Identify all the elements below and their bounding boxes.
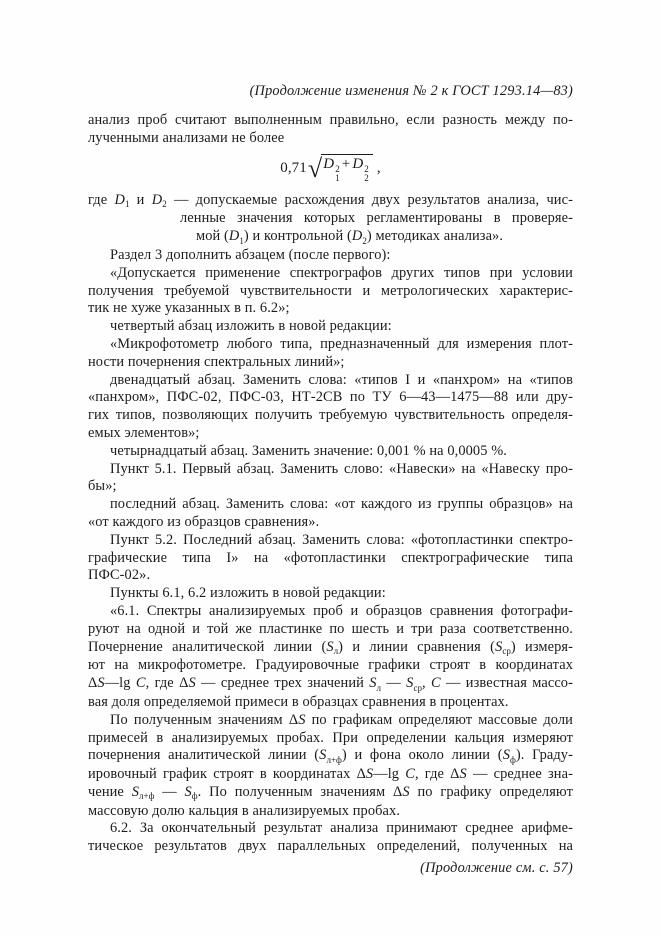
text-segment: «Допускается применение спектрографов других типов при условии: [110, 264, 573, 281]
subscript: ср: [413, 682, 422, 693]
text-segment: — среднее зна-: [466, 766, 573, 783]
text-segment: по графику определяют: [409, 783, 573, 800]
subscript: 1: [335, 173, 340, 184]
text-line: [88, 639, 573, 658]
subscript: 2: [364, 173, 369, 184]
plus-operator: +: [341, 156, 351, 173]
text-segment: ) и фона около линии (: [341, 747, 503, 764]
text-segment: По полученным значениям Δ: [110, 711, 299, 728]
variable: S: [406, 675, 414, 692]
text-segment: Почернение аналитической линии (: [88, 638, 327, 655]
text-line: [88, 532, 573, 550]
variable: S: [402, 783, 410, 800]
text-segment: по графикам определяют массовые доли: [305, 711, 573, 728]
text-segment: почернения аналитической линии (: [88, 747, 320, 764]
subscript: л+ф: [326, 754, 342, 765]
radical-sign-icon: √: [307, 154, 323, 184]
text-line: [88, 461, 573, 479]
formula-variable: D: [323, 156, 335, 173]
text-line: [88, 389, 573, 407]
text-segment: — среднее трех значений: [195, 675, 370, 692]
variable: S: [502, 747, 510, 764]
text-line: [88, 747, 573, 766]
text-line: [88, 784, 573, 803]
variable: S: [365, 766, 374, 783]
text-segment: ности почернения спектральных линий»;: [88, 353, 345, 370]
variable: S: [459, 766, 467, 783]
text-segment: графические типа I» на «фотопластинки спектрографические типа: [88, 549, 573, 566]
variable: D: [351, 228, 363, 245]
subscript: л: [333, 646, 339, 657]
variable: D: [114, 191, 125, 208]
radicand: [321, 154, 373, 183]
text-line: [88, 496, 573, 514]
variable: S: [184, 783, 192, 800]
text-segment: примесей в анализируемых пробах. При определении кальция измеряют: [88, 729, 573, 746]
text-segment: руют на одной и той же пластинке по шесть и три раза соответственно.: [88, 620, 573, 637]
text-segment: — известная массо-: [440, 675, 573, 692]
text-segment: лученными анализами не более: [88, 129, 285, 146]
text-segment: ленные значения которых регламентированы в проверяе-: [180, 210, 573, 227]
text-segment: ировочный график строят в координатах Δ: [88, 766, 366, 783]
text-segment: —: [154, 783, 185, 800]
text-segment: — допускаемые расхождения двух результатов анализа, чис-: [166, 191, 573, 208]
text-segment: —lg: [104, 675, 136, 692]
text-segment: , где Δ: [414, 766, 460, 783]
text-line: [88, 478, 573, 496]
text-segment: и: [129, 191, 152, 208]
text-line: [88, 803, 573, 821]
text-line: [88, 567, 573, 585]
text-line: [88, 730, 573, 748]
text-segment: Пункт 5.1. Первый абзац. Заменить слово: «Навески» на «Навеску про-: [110, 460, 573, 477]
superscript: 2: [364, 164, 369, 175]
text-line: [88, 265, 573, 283]
subscript: 2: [162, 199, 167, 210]
variable: S: [495, 638, 503, 655]
variable: D: [228, 228, 240, 245]
text-line: [88, 820, 573, 838]
subscript: 2: [362, 235, 367, 246]
variable: C: [430, 675, 441, 692]
text-segment: гих типов, позволяющих получить требуемую чувствительность определя-: [88, 407, 573, 424]
formula-variable: D: [352, 156, 364, 173]
subscript: 1: [124, 199, 130, 210]
subscript: ф: [191, 791, 198, 802]
text-line: [88, 425, 573, 443]
text-segment: вая доля определяемой примеси в образцах сравнения в процентах.: [88, 693, 509, 710]
variable: S: [326, 638, 334, 655]
text-line: [88, 712, 573, 730]
variable: S: [298, 711, 306, 728]
text-line: [88, 407, 573, 425]
text-segment: Раздел 3 дополнить абзацем (после первого):: [110, 246, 391, 263]
text-segment: Δ: [88, 675, 98, 692]
variable: C: [405, 766, 415, 783]
text-line: [88, 130, 573, 148]
sub-sup-stack: [364, 165, 369, 183]
subscript: ф: [509, 754, 516, 765]
text-line: [88, 210, 573, 228]
text-line: [88, 192, 573, 211]
variable: S: [131, 783, 140, 800]
text-segment: бы»;: [88, 478, 117, 495]
text-segment: получения требуемой чувствительности и метрологических характерис-: [88, 282, 573, 299]
variable: D: [151, 191, 163, 208]
text-segment: емых элементов»;: [88, 424, 200, 441]
text-segment: ,: [421, 675, 431, 692]
document-body: [88, 112, 573, 856]
text-segment: ). Граду-: [515, 747, 573, 764]
text-line: [88, 283, 573, 301]
text-line: [88, 514, 573, 532]
text-segment: четырнадцатый абзац. Заменить значение: 0,001 % на 0,0005 %.: [110, 442, 507, 459]
text-segment: Пункт 5.2. Последний абзац. Заменить слова: «фотопластинки спектро-: [110, 531, 573, 548]
text-segment: , где Δ: [145, 675, 189, 692]
variable: S: [188, 675, 196, 692]
text-segment: . По полученным значениям Δ: [197, 783, 403, 800]
text-line: [88, 657, 573, 675]
text-segment: —lg: [373, 766, 406, 783]
text-line: [88, 112, 573, 130]
subscript: л+ф: [139, 791, 155, 802]
formula-suffix: ,: [376, 160, 381, 177]
text-line: [88, 318, 573, 336]
text-segment: анализ проб считают выполненным правильно, если разность между по-: [88, 112, 573, 128]
text-segment: где: [88, 191, 115, 208]
text-segment: ют на микрофотометре. Градуировочные графики строят в координатах: [88, 657, 573, 674]
text-segment: ) методиках анализа».: [366, 228, 504, 245]
text-line: [88, 354, 573, 372]
text-segment: массовую долю кальция в анализируемых пробах.: [88, 802, 401, 819]
text-line: [88, 603, 573, 621]
text-segment: двенадцатый абзац. Заменить слова: «типов I и «панхром» на «типов: [110, 371, 573, 388]
variable: C: [135, 675, 146, 692]
text-segment: чение: [88, 783, 132, 800]
text-segment: мой (: [196, 228, 229, 245]
text-segment: «6.1. Спектры анализируемых проб и образцов сравнения фотографи-: [110, 602, 573, 619]
text-segment: «Микрофотометр любого типа, предназначенный для измерения плот-: [110, 335, 573, 352]
text-line: [88, 443, 573, 461]
variable: S: [369, 675, 377, 692]
text-line: [88, 550, 573, 568]
text-line: [88, 336, 573, 354]
text-line: [88, 300, 573, 318]
page-header-continuation-note: (Продолжение изменения № 2 к ГОСТ 1293.14—83): [249, 83, 573, 99]
text-segment: ПФС-02».: [88, 567, 151, 584]
text-segment: тик не хуже указанных в п. 6.2»;: [88, 300, 290, 317]
text-segment: ) и контрольной (: [243, 228, 352, 245]
text-line: [88, 621, 573, 639]
text-segment: ) измеря-: [510, 638, 573, 655]
text-line: [88, 675, 573, 694]
variable: S: [319, 747, 327, 764]
formula-coefficient: 0,71: [280, 160, 307, 177]
text-line: [88, 766, 573, 784]
text-segment: «панхром», ПФС-02, ПФС-03, НТ-2СВ по ТУ 6—43—1475—88 или дру-: [88, 389, 573, 406]
text-line: [88, 228, 573, 247]
text-segment: —: [381, 675, 407, 692]
text-line: [88, 838, 573, 856]
text-segment: тическое результатов двух параллельных определений, полученных на: [88, 838, 573, 855]
subscript: л: [376, 682, 382, 693]
superscript: 2: [335, 164, 340, 175]
text-segment: ) и линии сравнения (: [338, 638, 496, 655]
variable: S: [97, 675, 105, 692]
text-line: [88, 247, 573, 265]
subscript: 1: [239, 235, 244, 246]
page-footer-continuation-note: (Продолжение см. с. 57): [420, 860, 573, 877]
text-segment: последний абзац. Заменить слова: «от каждого из группы образцов» на: [110, 496, 573, 513]
text-segment: «от каждого из образцов сравнения».: [88, 513, 320, 530]
text-segment: четвертый абзац изложить в новой редакции:: [110, 318, 392, 335]
text-line: [88, 694, 573, 712]
text-segment: Пункты 6.1, 6.2 изложить в новой редакции:: [110, 585, 386, 602]
text-line: [88, 372, 573, 390]
text-segment: 6.2. За окончательный результат анализа принимают среднее арифме-: [110, 820, 573, 837]
subscript: ср: [502, 646, 511, 657]
formula: [88, 148, 573, 192]
text-line: [88, 585, 573, 603]
